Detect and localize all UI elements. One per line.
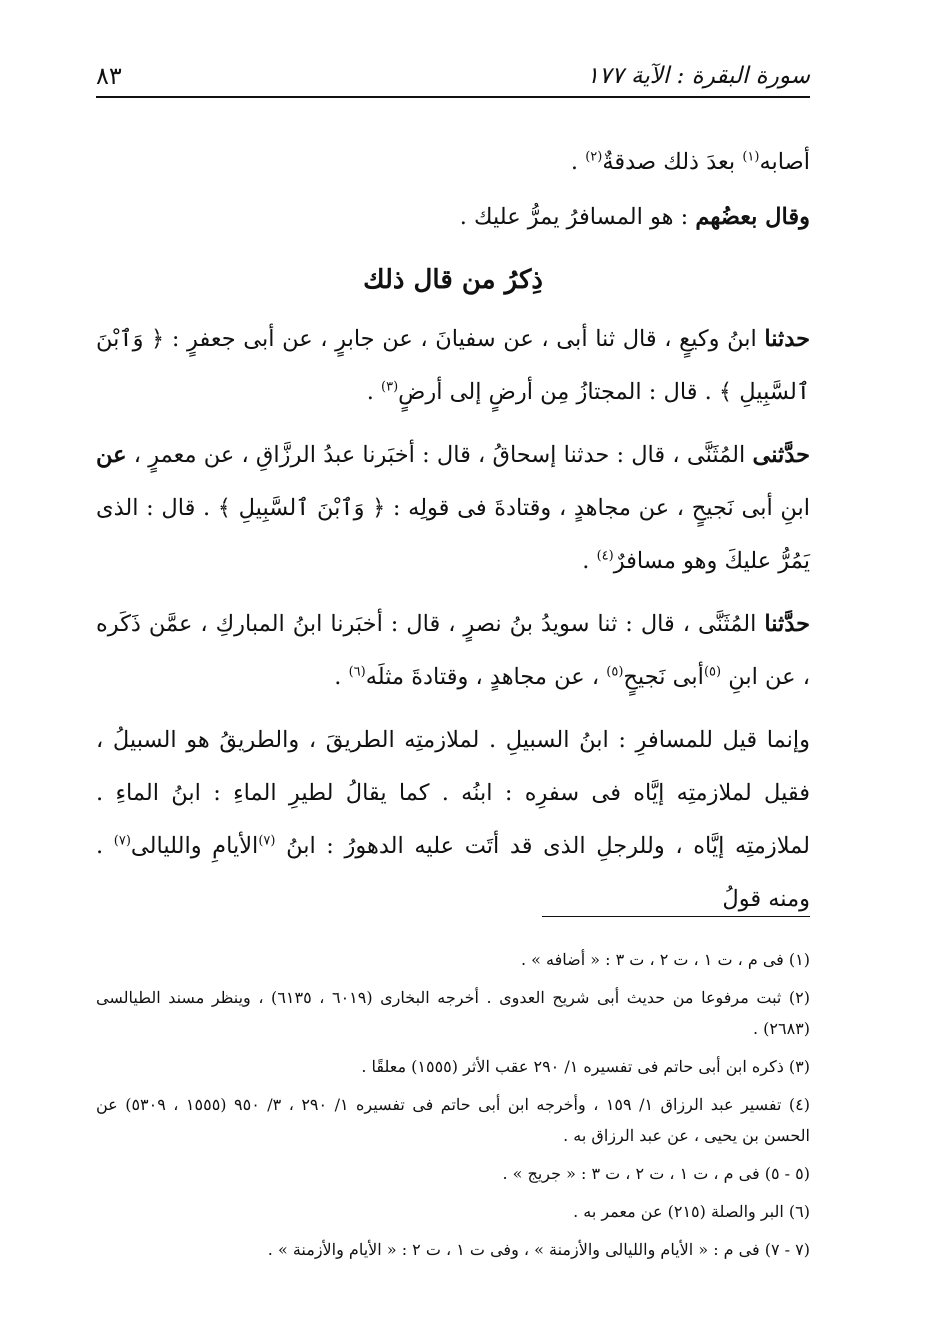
bold-lead: حدثنا (764, 326, 811, 352)
book-page (96, 40, 810, 1310)
footnote-ref: (٥) (606, 664, 624, 680)
text-run: . (366, 379, 382, 405)
paragraph-5 (96, 598, 810, 704)
text-run: الأيامِ والليالى (130, 833, 259, 859)
footnote-ref: (٥) (703, 664, 722, 680)
paragraph-4 (96, 429, 810, 588)
quran-quote: ﴿ وَٱبْنَ ٱلسَّبِيلِ ﴾ (217, 495, 386, 521)
text-run: . (334, 664, 349, 690)
footnote-6: (٦) البر والصلة (٢١٥) عن معمر به . (573, 1202, 810, 1221)
paragraph-6 (96, 714, 810, 926)
quran-quote: ﴿ وَٱبْنَ ٱلسَّبِيلِ ﴾ (96, 326, 810, 405)
text-run: ، عن مجاهدٍ ، وقتادةَ مثلَه (365, 664, 607, 690)
bold-lead: حدَّثنى (752, 442, 810, 468)
text-run: أصابه (759, 149, 810, 175)
footnote-5: (٥ - ٥) فى م ، ت ١ ، ت ٢ ، ت ٣ : « جريج » . (502, 1164, 810, 1183)
bold-word: عن (96, 442, 127, 468)
footnote-ref: (٤) (596, 548, 614, 564)
paragraph-2 (96, 191, 810, 244)
footnote-7: (٧ - ٧) فى م : « الأيام والليالى والأزمنة » ، وفى ت ١ ، ت ٢ : « الأيام والأزمنة » . (267, 1240, 810, 1259)
running-title: سورة البقرة : الآية ١٧٧ (586, 63, 810, 89)
footnote-ref: (٧) (113, 833, 131, 849)
text-run: ابنِ أبى نَجيحٍ ، عن مجاهدٍ ، وقتادةَ فى قولِه : (385, 495, 810, 521)
header-rule (96, 96, 810, 98)
footnote-ref: (٦) (348, 664, 366, 680)
footnote-3: (٣) ذكره ابن أبى حاتم فى تفسيره ١/ ٢٩٠ عقب الأثر (١٥٥٥) معلقًا . (361, 1057, 810, 1076)
paragraph-3 (96, 313, 810, 419)
text-run: . قال : المجتازُ مِن أرضٍ إلى أرضٍ (398, 379, 719, 405)
footnote-ref: (٣) (381, 379, 399, 395)
page-number: ٨٣ (96, 62, 122, 90)
text-run: . قال : الذى يَمُرُّ عليكَ وهو مسافرٌ (96, 495, 810, 574)
text-run: : هو المسافرُ يمرُّ عليك . (459, 204, 696, 230)
text-run: أبى نَجيحٍ (623, 664, 704, 690)
paragraph-1 (96, 136, 810, 189)
bold-lead: وقال بعضُهم (695, 204, 810, 230)
text-run: المُثَنَّى ، قال : ثنا سويدُ بنُ نصرٍ ، قال : أخبَرنا ابنُ المباركِ ، عمَّن ذَكَره ، عن ابنِ (96, 611, 810, 690)
bold-lead: حدَّثنا (764, 611, 810, 637)
footnotes (96, 944, 810, 1272)
page-header (96, 54, 810, 98)
text-run: وإنما قيل للمسافرِ : ابنُ السبيلِ . لملازمتِه الطريقَ ، والطريقُ هو السبيلُ ، فقيل لملازمتِه إيَّاه فى سفرِه : ابنُه . كما يقالُ لطيرِ الماءِ : ابنُ الماءِ . لملازمتِه إيَّاه ، وللرجلِ الذى قد أتَت عليه الدهورُ : ابنُ (96, 727, 811, 859)
text-run: بعدَ ذلك صدقةٌ (602, 149, 743, 175)
text-run: ابنُ وكيعٍ ، قال ثنا أبى ، عن سفيانَ ، عن جابرٍ ، عن أبى جعفرٍ : (164, 326, 765, 352)
text-run: . (582, 548, 597, 574)
footnote-2: (٢) ثبت مرفوعا من حديث أبى شريح العدوى . أخرجه البخارى (٦٠١٩ ، ٦١٣٥) ، وينظر مسند الطيالسى (٢٦٨٣) . (96, 988, 810, 1038)
text-run: . ومنه قولُ (96, 833, 810, 912)
text-run: المُثَنَّى ، قال : حدثنا إسحاقُ ، قال : أخبَرنا عبدُ الرزَّاقِ ، عن معمرٍ ، (126, 442, 753, 468)
footnote-ref: (٢) (585, 149, 603, 165)
text-run: . (570, 149, 586, 175)
main-text (96, 136, 810, 936)
footnote-ref: (٧) (258, 833, 276, 849)
footnote-separator (542, 916, 810, 917)
section-heading: ذِكرُ من قال ذلك (363, 265, 543, 295)
footnote-ref: (١) (742, 149, 760, 165)
footnote-1: (١) فى م ، ت ١ ، ت ٢ ، ت ٣ : « أضافه » . (520, 950, 810, 969)
footnote-4: (٤) تفسير عبد الرزاق ١/ ١٥٩ ، وأخرجه ابن أبى حاتم فى تفسيره ١/ ٢٩٠ ، ٣/ ٩٥٠ (١٥٥٥ ، ٥٣٠٩) عن الحسن بن يحيى ، عن عبد الرزاق به . (96, 1095, 810, 1145)
